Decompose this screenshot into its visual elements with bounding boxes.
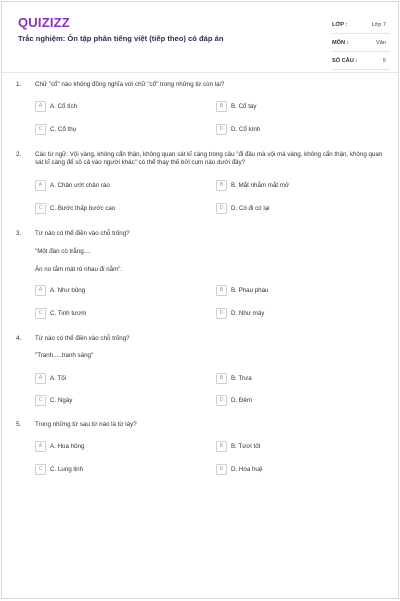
option-text: A. Hoa hồng <box>50 442 85 450</box>
meta-count <box>332 52 390 70</box>
option-text: B. Mắt nhắm mắt mở <box>231 181 290 189</box>
question-1-option-d[interactable] <box>216 123 260 135</box>
question-5-number: 5. <box>16 421 22 428</box>
question-4-option-b[interactable] <box>216 372 252 384</box>
option-text: C. Cổ thụ <box>50 125 77 133</box>
option-letter-box: D <box>216 124 227 135</box>
option-letter-box: A <box>35 373 46 384</box>
option-text: A. Chân ướt chân ráo <box>50 181 110 189</box>
meta-subject-label: MÔN : <box>332 39 349 46</box>
option-letter-box: C <box>35 395 46 406</box>
question-3-number: 3. <box>16 230 22 237</box>
question-1-option-c[interactable] <box>35 123 76 135</box>
option-text: D. Hoa huệ <box>231 465 263 473</box>
worksheet-page <box>1 1 399 599</box>
option-letter-box: C <box>35 203 46 214</box>
header-divider <box>2 72 398 73</box>
option-text: B. Trưa <box>231 374 252 382</box>
question-2-option-d[interactable] <box>216 202 270 214</box>
option-text: C. Bước thấp bước cao <box>50 204 116 212</box>
question-4-option-d[interactable] <box>216 394 252 406</box>
option-letter-box: A <box>35 180 46 191</box>
worksheet-title: Trắc nghiệm: Ôn tập phân tiếng việt (tiếp theo) có đáp án <box>18 34 224 43</box>
option-text: D. Có đi có lại <box>231 204 270 212</box>
meta-count-value: 5 <box>382 57 386 64</box>
question-2-option-c[interactable] <box>35 202 115 214</box>
question-3-option-c[interactable] <box>35 307 86 319</box>
option-letter-box: C <box>35 464 46 475</box>
question-5-option-b[interactable] <box>216 440 260 452</box>
option-letter-box: A <box>35 441 46 452</box>
question-4-option-c[interactable] <box>35 394 72 406</box>
meta-count-label: SỐ CÂU : <box>332 57 358 64</box>
question-2-text: Các từ ngữ: Vội vàng, không cẩn thận, không quan sát kĩ càng trong câu "đi đâu mà vội mà vàng, không cẩn thận, không quan sát kĩ càng để sô cả vào người khác" có thể thay thế bởi cụm nào dưới đây? <box>35 151 383 167</box>
question-3-option-a[interactable] <box>35 284 85 296</box>
question-3-option-b[interactable] <box>216 284 269 296</box>
option-text: C. Lung linh <box>50 465 84 473</box>
question-3-quote-line-2: Ăn no tắm mát rủ nhau đi nằm". <box>35 266 123 273</box>
option-text: C. Ngày <box>50 396 73 404</box>
question-3-quote-line-1: "Một đàn cò trắng.... <box>35 248 91 255</box>
worksheet-meta <box>332 16 390 70</box>
worksheet-header <box>2 2 398 64</box>
option-text: B. Phau phau <box>231 286 269 294</box>
option-text: D. Cổ kính <box>231 125 261 133</box>
question-5-option-d[interactable] <box>216 463 262 475</box>
question-5-option-c[interactable] <box>35 463 83 475</box>
option-letter-box: D <box>216 308 227 319</box>
meta-grade-label: LỚP : <box>332 21 348 28</box>
question-5-text: Trong những từ sau từ nào là từ láy? <box>35 421 137 428</box>
option-text: D. Đêm <box>231 396 252 404</box>
quizizz-logo: QUIZIZZ <box>18 15 70 30</box>
option-letter-box: D <box>216 464 227 475</box>
question-3-option-d[interactable] <box>216 307 264 319</box>
option-letter-box: B <box>216 180 227 191</box>
option-text: A. Tối <box>50 374 67 382</box>
option-letter-box: C <box>35 124 46 135</box>
meta-grade <box>332 16 390 34</box>
option-letter-box: B <box>216 285 227 296</box>
option-text: A. Như bông <box>50 286 86 294</box>
question-5-option-a[interactable] <box>35 440 84 452</box>
question-1-text: Chữ "cổ" nào không đồng nghĩa với chữ "cổ" trong những từ còn lại? <box>35 81 225 88</box>
question-1-option-b[interactable] <box>216 100 256 112</box>
option-text: A. Cổ tích <box>50 102 78 110</box>
option-letter-box: D <box>216 395 227 406</box>
option-letter-box: C <box>35 308 46 319</box>
meta-grade-value: Lớp 7 <box>371 21 386 28</box>
option-letter-box: A <box>35 101 46 112</box>
option-text: C. Tinh tươm <box>50 309 87 317</box>
option-letter-box: B <box>216 373 227 384</box>
question-4-text: Từ nào có thể điền vào chỗ trống? <box>35 335 130 342</box>
option-letter-box: B <box>216 441 227 452</box>
option-text: B. Cổ tay <box>231 102 257 110</box>
option-letter-box: B <box>216 101 227 112</box>
option-letter-box: A <box>35 285 46 296</box>
question-1-number: 1. <box>16 81 22 88</box>
question-4-number: 4. <box>16 335 22 342</box>
question-1-option-a[interactable] <box>35 100 77 112</box>
option-text: D. Như mây <box>231 309 265 317</box>
question-2-option-b[interactable] <box>216 179 289 191</box>
question-4-option-a[interactable] <box>35 372 66 384</box>
question-3-text: Từ nào có thể điền vào chỗ trống? <box>35 230 130 237</box>
option-letter-box: D <box>216 203 227 214</box>
option-text: B. Tươi tốt <box>231 442 261 450</box>
question-2-option-a[interactable] <box>35 179 110 191</box>
meta-subject-value: Văn <box>376 39 386 46</box>
meta-subject <box>332 34 390 52</box>
question-2-number: 2. <box>16 151 22 158</box>
question-4-quote-line-1: "Tranh.....tranh sáng" <box>35 352 94 359</box>
